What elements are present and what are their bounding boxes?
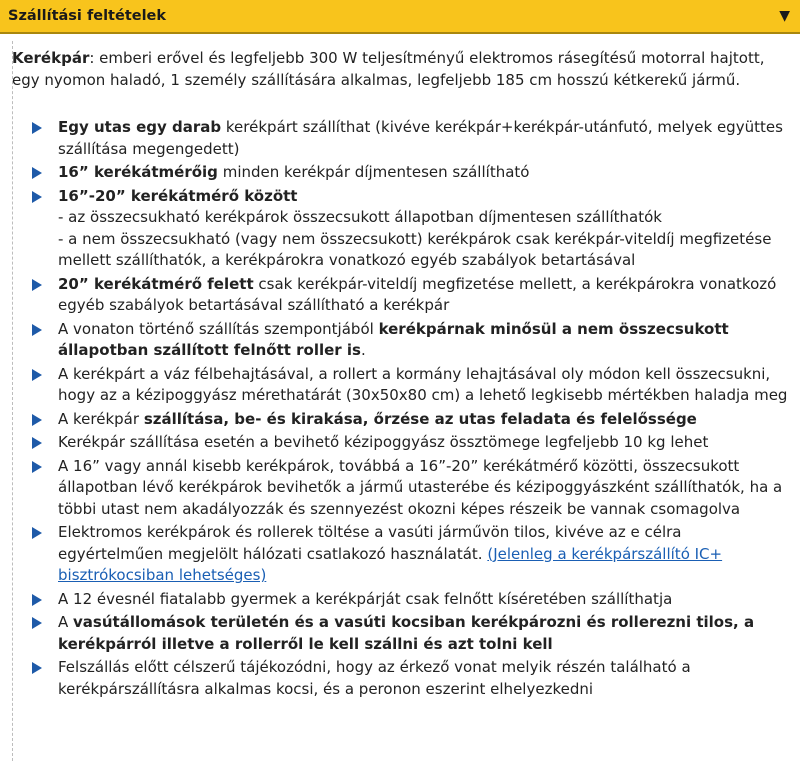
section-title: Szállítási feltételek: [8, 8, 167, 24]
item-text: A vonaton történő szállítás szempontjából: [58, 319, 379, 338]
item-text: .: [360, 341, 366, 359]
item-text: A kerékpár: [58, 409, 144, 428]
list-item: [30, 117, 790, 160]
bullet-arrow-icon: [32, 369, 42, 381]
list-item: [30, 657, 790, 700]
item-bold-text: 20” kerékátmérő felett: [58, 274, 254, 293]
item-bold-text: szállítása, be- és kirakása, őrzése az utas feladata és felelőssége: [143, 409, 697, 428]
item-bold-text: kerékpárnak minősül a nem összecsukott állapotban szállított felnőtt roller is: [58, 319, 729, 359]
bullet-arrow-icon: [32, 461, 42, 473]
item-text: minden kerékpár díjmentesen szállítható: [217, 163, 530, 181]
list-item: [30, 589, 790, 611]
item-text: A kerékpárt a váz félbehajtásával, a rollert a kormány lehajtásával oly módon kell összecsukni, hogy az a kézipoggyász mérethatárát (30x50x80 cm) a lehető legkisebb mértékben haladja meg: [58, 364, 788, 404]
bullet-arrow-icon: [32, 617, 42, 629]
list-item: [30, 274, 790, 317]
bullet-arrow-icon: [32, 279, 42, 291]
bullet-arrow-icon: [32, 324, 42, 336]
bullet-arrow-icon: [32, 191, 42, 203]
item-subline: - az összecsukható kerékpárok összecsukott állapotban díjmentesen szállíthatók: [58, 208, 662, 226]
bullet-arrow-icon: [32, 414, 42, 426]
list-item: [30, 319, 790, 362]
list-item: [30, 522, 790, 587]
bullet-arrow-icon: [32, 662, 42, 674]
collapse-toggle-icon[interactable]: ▼: [779, 8, 790, 24]
rules-list: [30, 117, 790, 702]
section-header[interactable]: [0, 0, 800, 34]
list-item: [30, 432, 790, 454]
bullet-arrow-icon: [32, 594, 42, 606]
intro-definition: [12, 47, 782, 91]
item-text: Elektromos kerékpárok és rollerek töltése a vasúti járművön tilos, kivéve az e célra egyértelműen megjelölt hálózati csatlakozó használatát.: [58, 523, 682, 563]
list-item: [30, 186, 790, 272]
list-item: [30, 364, 790, 407]
intro-term: Kerékpár: [12, 49, 90, 67]
ic-bistro-car-link[interactable]: (Jelenleg a kerékpárszállító IC+ bisztrókocsiban lehetséges): [58, 544, 723, 584]
list-item: [30, 409, 790, 431]
item-bold-text: 16” kerékátmérőig: [58, 163, 218, 181]
item-text: A: [58, 613, 74, 631]
item-text: csak kerékpár-viteldíj megfizetése mellett, a kerékpárokra vonatkozó egyéb szabályok betartásával szállítható a kerékpár: [58, 274, 777, 314]
item-text: Felszállás előtt célszerű tájékozódni, hogy az érkező vonat melyik részén található a kerékpárszállításra alkalmas kocsi, és a peronon eszerint elhelyezkedni: [58, 658, 691, 698]
item-bold-text: 16”-20” kerékátmérő között: [58, 186, 298, 205]
list-item: [30, 162, 790, 184]
bullet-arrow-icon: [32, 437, 42, 449]
item-bold-text: vasútállomások területén és a vasúti kocsiban kerékpározni és rollerezni tilos, a kerékpárról illetve a rollerről le kell szállni és azt tolni kell: [58, 613, 755, 653]
intro-text: : emberi erővel és legfeljebb 300 W teljesítményű elektromos rásegítésű motorral hajtott, egy nyomon haladó, 1 személy szállítására alkalmas, legfeljebb 185 cm hosszú kétkerekű jármű.: [12, 49, 765, 89]
item-text: A 16” vagy annál kisebb kerékpárok, továbbá a 16”-20” kerékátmérő közötti, összecsukott állapotban lévő kerékpárok bevihetők a jármű utasterébe és kézipoggyászként szállíthatók, ha a többi utast nem akadályozzák és szennyezést okozni képes részeik be vannak csomagolva: [58, 456, 783, 518]
bullet-arrow-icon: [32, 167, 42, 179]
item-text: Kerékpár szállítása esetén a bevihető kézipoggyász össztömege legfeljebb 10 kg lehet: [58, 433, 709, 451]
bullet-arrow-icon: [32, 122, 42, 134]
list-item: [30, 612, 790, 655]
item-subline: - a nem összecsukható (vagy nem összecsukott) kerékpárok csak kerékpár-viteldíj megfizetése mellett szállíthatók, a kerékpárokra vonatkozó egyéb szabályok betartásával: [58, 229, 772, 269]
list-item: [30, 456, 790, 521]
item-bold-text: Egy utas egy darab: [58, 118, 222, 136]
item-text: A 12 évesnél fiatalabb gyermek a kerékpárját csak felnőtt kíséretében szállíthatja: [58, 589, 673, 608]
bullet-arrow-icon: [32, 527, 42, 539]
item-text: kerékpárt szállíthat (kivéve kerékpár+kerékpár-utánfutó, melyek együttes szállítása megengedett): [58, 118, 783, 158]
